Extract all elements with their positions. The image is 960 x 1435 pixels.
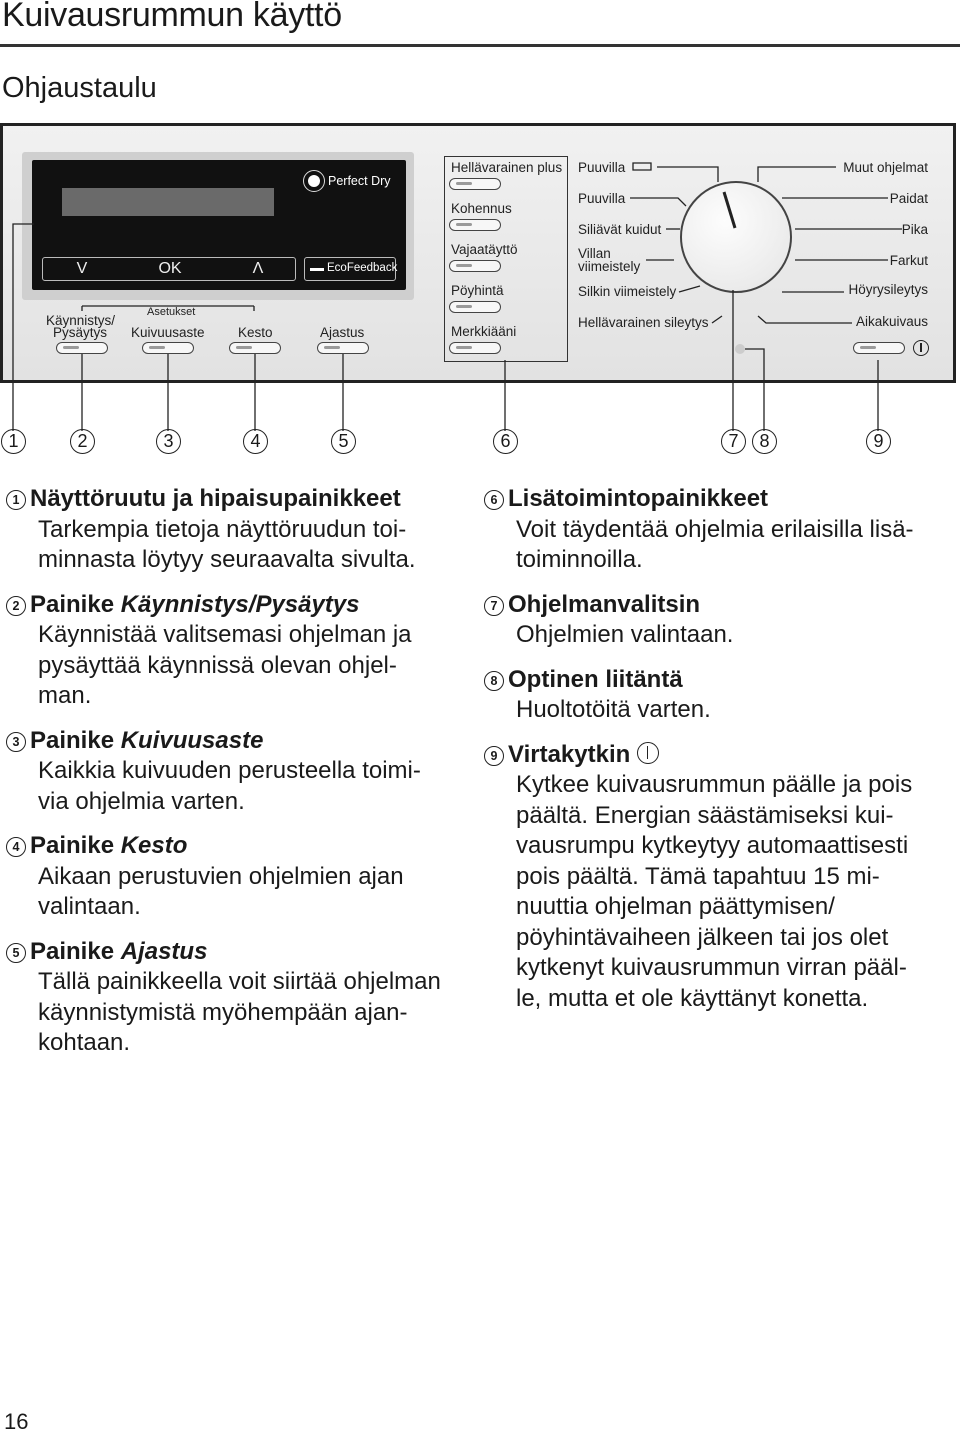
leader-line bbox=[758, 167, 836, 182]
item-title: Ohjelmanvalitsin bbox=[508, 590, 701, 618]
dryness-label: Kuivuusaste bbox=[131, 325, 205, 340]
option-label: Merkkiääni bbox=[451, 324, 517, 339]
description-item bbox=[6, 937, 476, 1059]
program-label: Silkin viimeistely bbox=[578, 284, 677, 299]
descriptions-right bbox=[484, 484, 954, 1028]
program-label: Puuvilla bbox=[578, 191, 626, 206]
item-number: 1 bbox=[6, 490, 26, 510]
leader-line bbox=[630, 198, 686, 206]
leader-line bbox=[712, 316, 722, 323]
nav-down-label: V bbox=[76, 260, 88, 277]
item-body: Huoltotöitä varten. bbox=[516, 696, 711, 723]
start-stop-label-line2: Pysäytys bbox=[53, 325, 108, 340]
callout-lines bbox=[0, 120, 960, 440]
perfect-dry-label: Perfect Dry bbox=[328, 174, 391, 188]
item-number: 8 bbox=[484, 671, 504, 691]
item-body: Aikaan perustuvien ohjelmien ajan valintaan. bbox=[38, 862, 404, 920]
title-rule bbox=[0, 44, 960, 47]
program-label: Höyrysileytys bbox=[848, 282, 928, 297]
dial-pointer bbox=[724, 192, 735, 228]
page-number: 16 bbox=[4, 1409, 29, 1434]
item-number: 7 bbox=[484, 596, 504, 616]
nav-ok-label: OK bbox=[158, 260, 182, 277]
item-title-italic: Käynnistys/Pysäytys bbox=[120, 590, 360, 618]
item-number: 2 bbox=[6, 596, 26, 616]
page-title: Kuivausrummun käyttö bbox=[2, 0, 342, 34]
item-number: 9 bbox=[484, 746, 504, 766]
item-title: Lisätoimintopainikkeet bbox=[508, 485, 769, 512]
duration-label: Kesto bbox=[238, 325, 273, 340]
item-number: 6 bbox=[484, 490, 504, 510]
description-item bbox=[484, 590, 954, 651]
start-stop-label-line1: Käynnistys/ bbox=[46, 313, 116, 328]
item-title: Optinen liitäntä bbox=[508, 665, 683, 693]
item-number: 4 bbox=[6, 837, 26, 857]
program-label: Puuvilla bbox=[578, 160, 626, 175]
program-label: Hellävarainen sileytys bbox=[578, 315, 709, 330]
program-label: Farkut bbox=[889, 253, 928, 268]
option-label: Vajaatäyttö bbox=[451, 242, 518, 257]
power-icon bbox=[637, 742, 659, 764]
callout-number: 8 bbox=[752, 429, 777, 454]
leader-line bbox=[657, 167, 718, 182]
program-label: Siliävät kuidut bbox=[578, 222, 662, 237]
callout-number: 9 bbox=[866, 429, 891, 454]
description-item bbox=[484, 484, 954, 576]
callout-number: 1 bbox=[1, 429, 26, 454]
description-item bbox=[484, 665, 954, 726]
description-item bbox=[484, 740, 954, 1015]
program-label: Aikakuivaus bbox=[855, 314, 928, 329]
item-body: Ohjelmien valintaan. bbox=[516, 621, 734, 648]
item-number: 3 bbox=[6, 732, 26, 752]
descriptions-left bbox=[6, 484, 476, 1073]
program-label: Paidat bbox=[889, 191, 928, 206]
leader-line bbox=[679, 286, 700, 292]
callout-number: 4 bbox=[243, 429, 268, 454]
option-label: Kohennus bbox=[451, 201, 512, 216]
callout-number: 2 bbox=[70, 429, 95, 454]
item-body: Voit täydentää ohjelmia erilaisilla lisä- toiminnoilla. bbox=[516, 515, 914, 573]
callout-number: 6 bbox=[493, 429, 518, 454]
leader-line bbox=[13, 224, 34, 431]
description-item bbox=[6, 726, 476, 818]
description-item bbox=[6, 590, 476, 712]
item-body: Käynnistää valitsemasi ohjelman ja pysäyttää käynnissä olevan ohjel- man. bbox=[38, 621, 412, 709]
item-title-prefix: Painike bbox=[30, 832, 115, 859]
item-body: Tarkempia tietoja näyttöruudun toi- minnasta löytyy seuraavalta sivulta. bbox=[38, 515, 416, 573]
section-title: Ohjaustaulu bbox=[2, 72, 157, 104]
item-title: Näyttöruutu ja hipaisupainikkeet bbox=[30, 485, 401, 512]
ecofeedback-label: EcoFeedback bbox=[327, 262, 398, 274]
callout-number: 7 bbox=[721, 429, 746, 454]
program-label: Villan bbox=[578, 246, 611, 261]
item-title-italic: Kuivuusaste bbox=[120, 726, 264, 754]
item-title-prefix: Painike bbox=[30, 937, 115, 965]
item-body: Kaikkia kuivuuden perusteella toimi- via ohjelmia varten. bbox=[38, 757, 421, 815]
leader-line bbox=[745, 349, 764, 431]
item-title-italic: Kesto bbox=[120, 832, 188, 859]
program-label: Muut ohjelmat bbox=[843, 160, 928, 175]
leader-line bbox=[758, 316, 852, 323]
item-number: 5 bbox=[6, 943, 26, 963]
program-label: viimeistely bbox=[578, 259, 641, 274]
nav-up-label: Λ bbox=[252, 260, 264, 277]
cotton-icon bbox=[633, 163, 651, 170]
option-label: Pöyhintä bbox=[451, 283, 504, 298]
item-title-prefix: Painike bbox=[30, 590, 115, 618]
item-body: Kytkee kuivausrummun päälle ja pois päältä. Energian säästämiseksi kui- vausrumpu kytkeytyy automaattisesti pois päältä. Tämä tapahtuu 15 mi- nuuttia ohjelman päättymisen/ pöyhintävaiheen jälkeen tai jos olet kytkenyt kuivausrummun virran pääl- le, mutta et ole käyttänyt konetta. bbox=[516, 771, 913, 1012]
description-item bbox=[6, 831, 476, 923]
item-title-italic: Ajastus bbox=[120, 937, 208, 965]
callout-number: 3 bbox=[156, 429, 181, 454]
settings-group-label: Asetukset bbox=[147, 306, 196, 318]
item-title-prefix: Painike bbox=[30, 726, 115, 754]
item-title: Virtakytkin bbox=[508, 740, 631, 768]
program-label: Pika bbox=[901, 222, 928, 237]
delay-label: Ajastus bbox=[320, 325, 365, 340]
callout-number: 5 bbox=[331, 429, 356, 454]
option-label: Hellävarainen plus bbox=[451, 160, 563, 175]
description-item bbox=[6, 484, 476, 576]
item-body: Tällä painikkeella voit siirtää ohjelman käynnistymistä myöhempään ajan- kohtaan. bbox=[38, 968, 441, 1056]
